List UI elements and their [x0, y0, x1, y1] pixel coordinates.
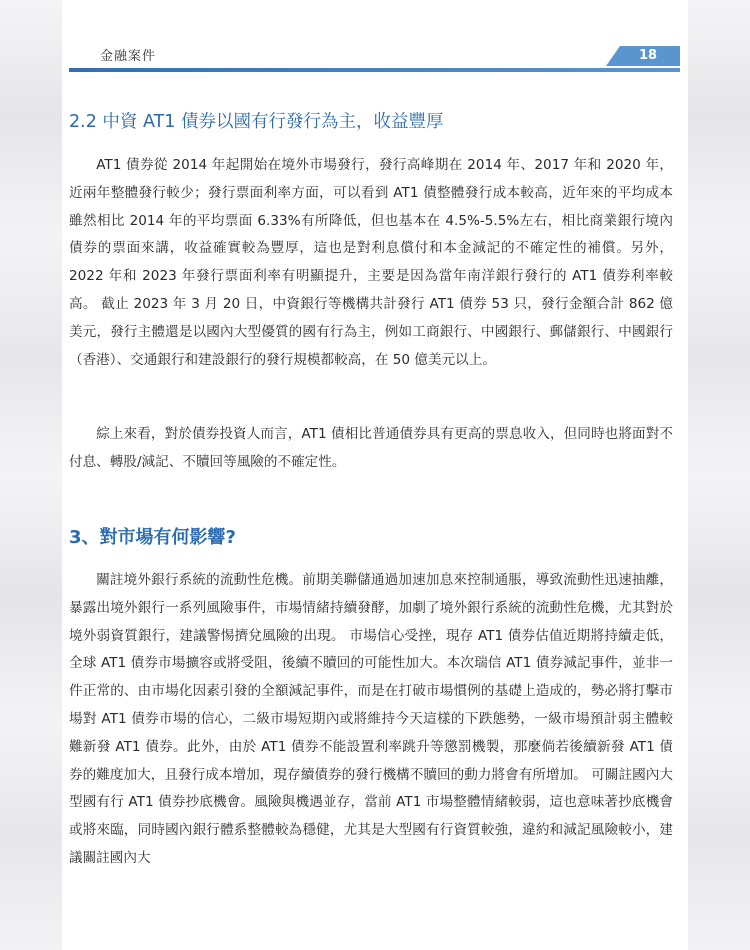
body-paragraph: AT1 債券從 2014 年起開始在境外市場發行，發行高峰期在 2014 年、2017 年和 2020 年，近兩年整體發行較少；發行票面利率方面，可以看到 AT1 債整體發行成本較高，近年來的平均成本雖然相比 2014 年的平均票面 6.33%有所降低，但也基本在 4.5%-5.5%左右，相比商業銀行境內債券的票面來講，收益確實較為豐厚，這也是對利息償付和本金減記的不確定性的補償。另外，2022 年和 2023 年發行票面利率有明顯提升，主要是因為當年南洋銀行發行的 AT1 債券利率較高。 截止 2023 年 3 月 20 日，中資銀行等機構共計發行 AT1 債券 53 只，發行金額合計 862 億美元，發行主體還是以國內大型優質的國有行為主，例如工商銀行、中國銀行、郵儲銀行、中國銀行（香港）、交通銀行和建設銀行的發行規模都較高，在 50 億美元以上。 — [69, 157, 673, 368]
section-heading-2-2: 2.2 中資 AT1 債券以國有行發行為主，收益豐厚 — [69, 112, 444, 132]
header-divider — [69, 68, 680, 72]
right-margin-background — [688, 0, 750, 950]
left-margin-background — [0, 0, 62, 950]
section-heading-3: 3、對市場有何影響? — [69, 527, 236, 548]
running-header-title: 金融案件 — [100, 49, 157, 64]
body-paragraph: 關註境外銀行系統的流動性危機。前期美聯儲通過加速加息來控制通脹，導致流動性迅速抽離，暴露出境外銀行一系列風險事件，市場情緒持續發酵，加劇了境外銀行系統的流動性危機，尤其對於境外弱資質銀行，建議警惕擠兌風險的出現。 市場信心受挫，現存 AT1 債券估值近期將持續走低，全球 AT1 債券市場擴容或將受阻，後續不贖回的可能性加大。本次瑞信 AT1 債券減記事件，並非一件正常的、由市場化因素引發的全額減記事件，而是在打破市場慣例的基礎上造成的，勢必將打擊市場對 AT1 債券市場的信心，二級市場短期內或將維持今天這樣的下跌態勢，一級市場預計弱主體較難新發 AT1 債券。此外，由於 AT1 債券不能設置利率跳升等懲罰機製，那麼倘若後續新發 AT1 債券的難度加大，且發行成本增加，現存續債券的發行機構不贖回的動力將會有所增加。 可關註國內大型國有行 AT1 債券抄底機會。風險與機遇並存，當前 AT1 市場整體情緒較弱，這也意味著抄底機會或將來臨，同時國內銀行體系整體較為穩健，尤其是大型國有行資質較強，違約和減記風險較小，建議關註國內大 — [69, 572, 673, 866]
page-number: 18 — [638, 48, 658, 63]
body-paragraph: 綜上來看，對於債券投資人而言，AT1 債相比普通債券具有更高的票息收入，但同時也將面對不付息、轉股/減記、不贖回等風險的不確定性。 — [69, 426, 673, 470]
